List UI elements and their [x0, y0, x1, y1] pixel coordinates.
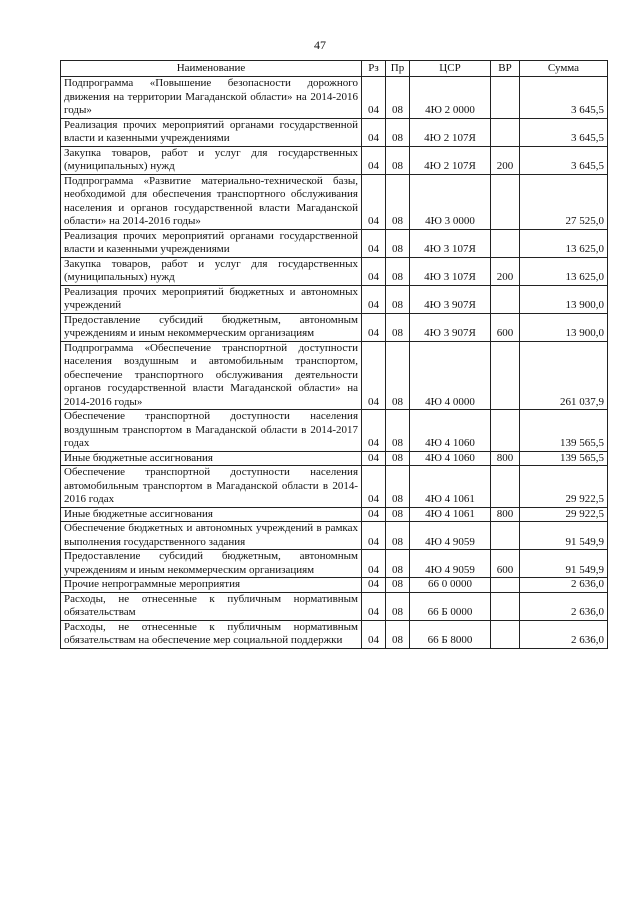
row-pr: 08 — [386, 466, 410, 508]
row-sum: 29 922,5 — [520, 507, 608, 522]
row-name: Реализация прочих мероприятий органами государственной власти и казенными учреждениями — [61, 229, 362, 257]
table-row — [61, 285, 608, 313]
row-sum: 13 900,0 — [520, 285, 608, 313]
row-name: Закупка товаров, работ и услуг для государственных (муниципальных) нужд — [61, 146, 362, 174]
row-pr: 08 — [386, 341, 410, 410]
row-name: Предоставление субсидий бюджетным, автономным учреждениям и иным некоммерческим организациям — [61, 550, 362, 578]
table-row — [61, 118, 608, 146]
row-sum: 139 565,5 — [520, 410, 608, 452]
table-row — [61, 507, 608, 522]
row-vr — [491, 466, 520, 508]
table-row — [61, 578, 608, 593]
header-sum: Сумма — [520, 61, 608, 77]
table-row — [61, 313, 608, 341]
row-name: Подпрограмма «Повышение безопасности дорожного движения на территории Магаданской области» на 2014-2016 годы» — [61, 77, 362, 119]
row-sum: 3 645,5 — [520, 146, 608, 174]
row-csr: 4Ю 4 1060 — [410, 410, 491, 452]
row-vr — [491, 620, 520, 648]
row-name: Предоставление субсидий бюджетным, автономным учреждениям и иным некоммерческим организациям — [61, 313, 362, 341]
row-rz: 04 — [362, 229, 386, 257]
row-name: Иные бюджетные ассигнования — [61, 451, 362, 466]
row-pr: 08 — [386, 313, 410, 341]
row-vr — [491, 522, 520, 550]
row-sum: 29 922,5 — [520, 466, 608, 508]
table-row — [61, 522, 608, 550]
row-csr: 66 Б 0000 — [410, 592, 491, 620]
row-rz: 04 — [362, 313, 386, 341]
table-row — [61, 174, 608, 229]
row-sum: 2 636,0 — [520, 592, 608, 620]
table-row — [61, 257, 608, 285]
table-row — [61, 410, 608, 452]
row-pr: 08 — [386, 257, 410, 285]
row-csr: 4Ю 2 0000 — [410, 77, 491, 119]
row-name: Обеспечение транспортной доступности населения воздушным транспортом в Магаданской области в 2014-2017 годах — [61, 410, 362, 452]
row-name: Прочие непрограммные мероприятия — [61, 578, 362, 593]
row-csr: 4Ю 3 107Я — [410, 229, 491, 257]
table-row — [61, 550, 608, 578]
row-sum: 13 900,0 — [520, 313, 608, 341]
row-pr: 08 — [386, 507, 410, 522]
row-vr: 200 — [491, 257, 520, 285]
row-csr: 4Ю 4 1060 — [410, 451, 491, 466]
row-pr: 08 — [386, 522, 410, 550]
row-vr — [491, 77, 520, 119]
row-vr — [491, 118, 520, 146]
row-sum: 3 645,5 — [520, 77, 608, 119]
row-name: Обеспечение транспортной доступности населения автомобильным транспортом в Магаданской области в 2014-2016 годах — [61, 466, 362, 508]
row-csr: 4Ю 3 107Я — [410, 257, 491, 285]
table-body — [61, 77, 608, 649]
row-csr: 66 0 0000 — [410, 578, 491, 593]
row-sum: 13 625,0 — [520, 229, 608, 257]
row-rz: 04 — [362, 146, 386, 174]
table-row — [61, 146, 608, 174]
row-rz: 04 — [362, 451, 386, 466]
row-vr: 600 — [491, 313, 520, 341]
table-row — [61, 341, 608, 410]
row-rz: 04 — [362, 592, 386, 620]
row-vr — [491, 285, 520, 313]
row-pr: 08 — [386, 118, 410, 146]
row-sum: 139 565,5 — [520, 451, 608, 466]
table-row — [61, 229, 608, 257]
row-sum: 261 037,9 — [520, 341, 608, 410]
row-rz: 04 — [362, 77, 386, 119]
header-rz: Рз — [362, 61, 386, 77]
row-csr: 66 Б 8000 — [410, 620, 491, 648]
row-pr: 08 — [386, 550, 410, 578]
row-name: Подпрограмма «Развитие материально-технической базы, необходимой для обеспечения транспортного обслуживания населения и органов государственной власти Магаданской области» на 2014-2016 годы» — [61, 174, 362, 229]
row-rz: 04 — [362, 522, 386, 550]
row-name: Закупка товаров, работ и услуг для государственных (муниципальных) нужд — [61, 257, 362, 285]
header-vr: ВР — [491, 61, 520, 77]
row-name: Реализация прочих мероприятий органами государственной власти и казенными учреждениями — [61, 118, 362, 146]
row-pr: 08 — [386, 174, 410, 229]
row-pr: 08 — [386, 77, 410, 119]
row-name: Расходы, не отнесенные к публичным нормативным обязательствам — [61, 592, 362, 620]
row-rz: 04 — [362, 620, 386, 648]
row-pr: 08 — [386, 578, 410, 593]
row-sum: 13 625,0 — [520, 257, 608, 285]
row-vr — [491, 578, 520, 593]
row-name: Иные бюджетные ассигнования — [61, 507, 362, 522]
row-csr: 4Ю 4 0000 — [410, 341, 491, 410]
row-rz: 04 — [362, 285, 386, 313]
row-vr: 600 — [491, 550, 520, 578]
row-vr — [491, 592, 520, 620]
row-pr: 08 — [386, 229, 410, 257]
page-number: 47 — [314, 38, 326, 52]
row-csr: 4Ю 4 1061 — [410, 466, 491, 508]
row-csr: 4Ю 4 9059 — [410, 522, 491, 550]
row-rz: 04 — [362, 410, 386, 452]
row-pr: 08 — [386, 451, 410, 466]
row-vr: 800 — [491, 507, 520, 522]
row-name: Расходы, не отнесенные к публичным нормативным обязательствам на обеспечение мер социальной поддержки — [61, 620, 362, 648]
header-name: Наименование — [61, 61, 362, 77]
header-csr: ЦСР — [410, 61, 491, 77]
row-vr: 800 — [491, 451, 520, 466]
row-rz: 04 — [362, 466, 386, 508]
row-sum: 2 636,0 — [520, 620, 608, 648]
row-rz: 04 — [362, 550, 386, 578]
table-row — [61, 620, 608, 648]
row-sum: 2 636,0 — [520, 578, 608, 593]
row-sum: 91 549,9 — [520, 522, 608, 550]
row-pr: 08 — [386, 592, 410, 620]
row-csr: 4Ю 3 907Я — [410, 313, 491, 341]
table-row — [61, 451, 608, 466]
row-csr: 4Ю 4 1061 — [410, 507, 491, 522]
row-rz: 04 — [362, 257, 386, 285]
row-pr: 08 — [386, 620, 410, 648]
row-csr: 4Ю 2 107Я — [410, 146, 491, 174]
row-pr: 08 — [386, 285, 410, 313]
row-pr: 08 — [386, 410, 410, 452]
row-vr — [491, 410, 520, 452]
row-name: Подпрограмма «Обеспечение транспортной доступности населения воздушным и автомобильным транспортом, обеспечение транспортного обслуживания деятельности органов государственной власти Магаданской области» на 2014-2016 годы» — [61, 341, 362, 410]
header-pr: Пр — [386, 61, 410, 77]
row-csr: 4Ю 2 107Я — [410, 118, 491, 146]
row-sum: 3 645,5 — [520, 118, 608, 146]
row-csr: 4Ю 4 9059 — [410, 550, 491, 578]
table-header-row — [61, 61, 608, 77]
row-rz: 04 — [362, 578, 386, 593]
row-csr: 4Ю 3 0000 — [410, 174, 491, 229]
row-csr: 4Ю 3 907Я — [410, 285, 491, 313]
row-pr: 08 — [386, 146, 410, 174]
row-rz: 04 — [362, 341, 386, 410]
row-rz: 04 — [362, 118, 386, 146]
budget-table — [60, 60, 608, 649]
row-rz: 04 — [362, 174, 386, 229]
row-vr — [491, 229, 520, 257]
table-row — [61, 592, 608, 620]
row-vr: 200 — [491, 146, 520, 174]
table-row — [61, 466, 608, 508]
row-rz: 04 — [362, 507, 386, 522]
row-name: Обеспечение бюджетных и автономных учреждений в рамках выполнения государственного задания — [61, 522, 362, 550]
row-vr — [491, 174, 520, 229]
row-sum: 91 549,9 — [520, 550, 608, 578]
row-sum: 27 525,0 — [520, 174, 608, 229]
row-vr — [491, 341, 520, 410]
row-name: Реализация прочих мероприятий бюджетных и автономных учреждений — [61, 285, 362, 313]
table-row — [61, 77, 608, 119]
